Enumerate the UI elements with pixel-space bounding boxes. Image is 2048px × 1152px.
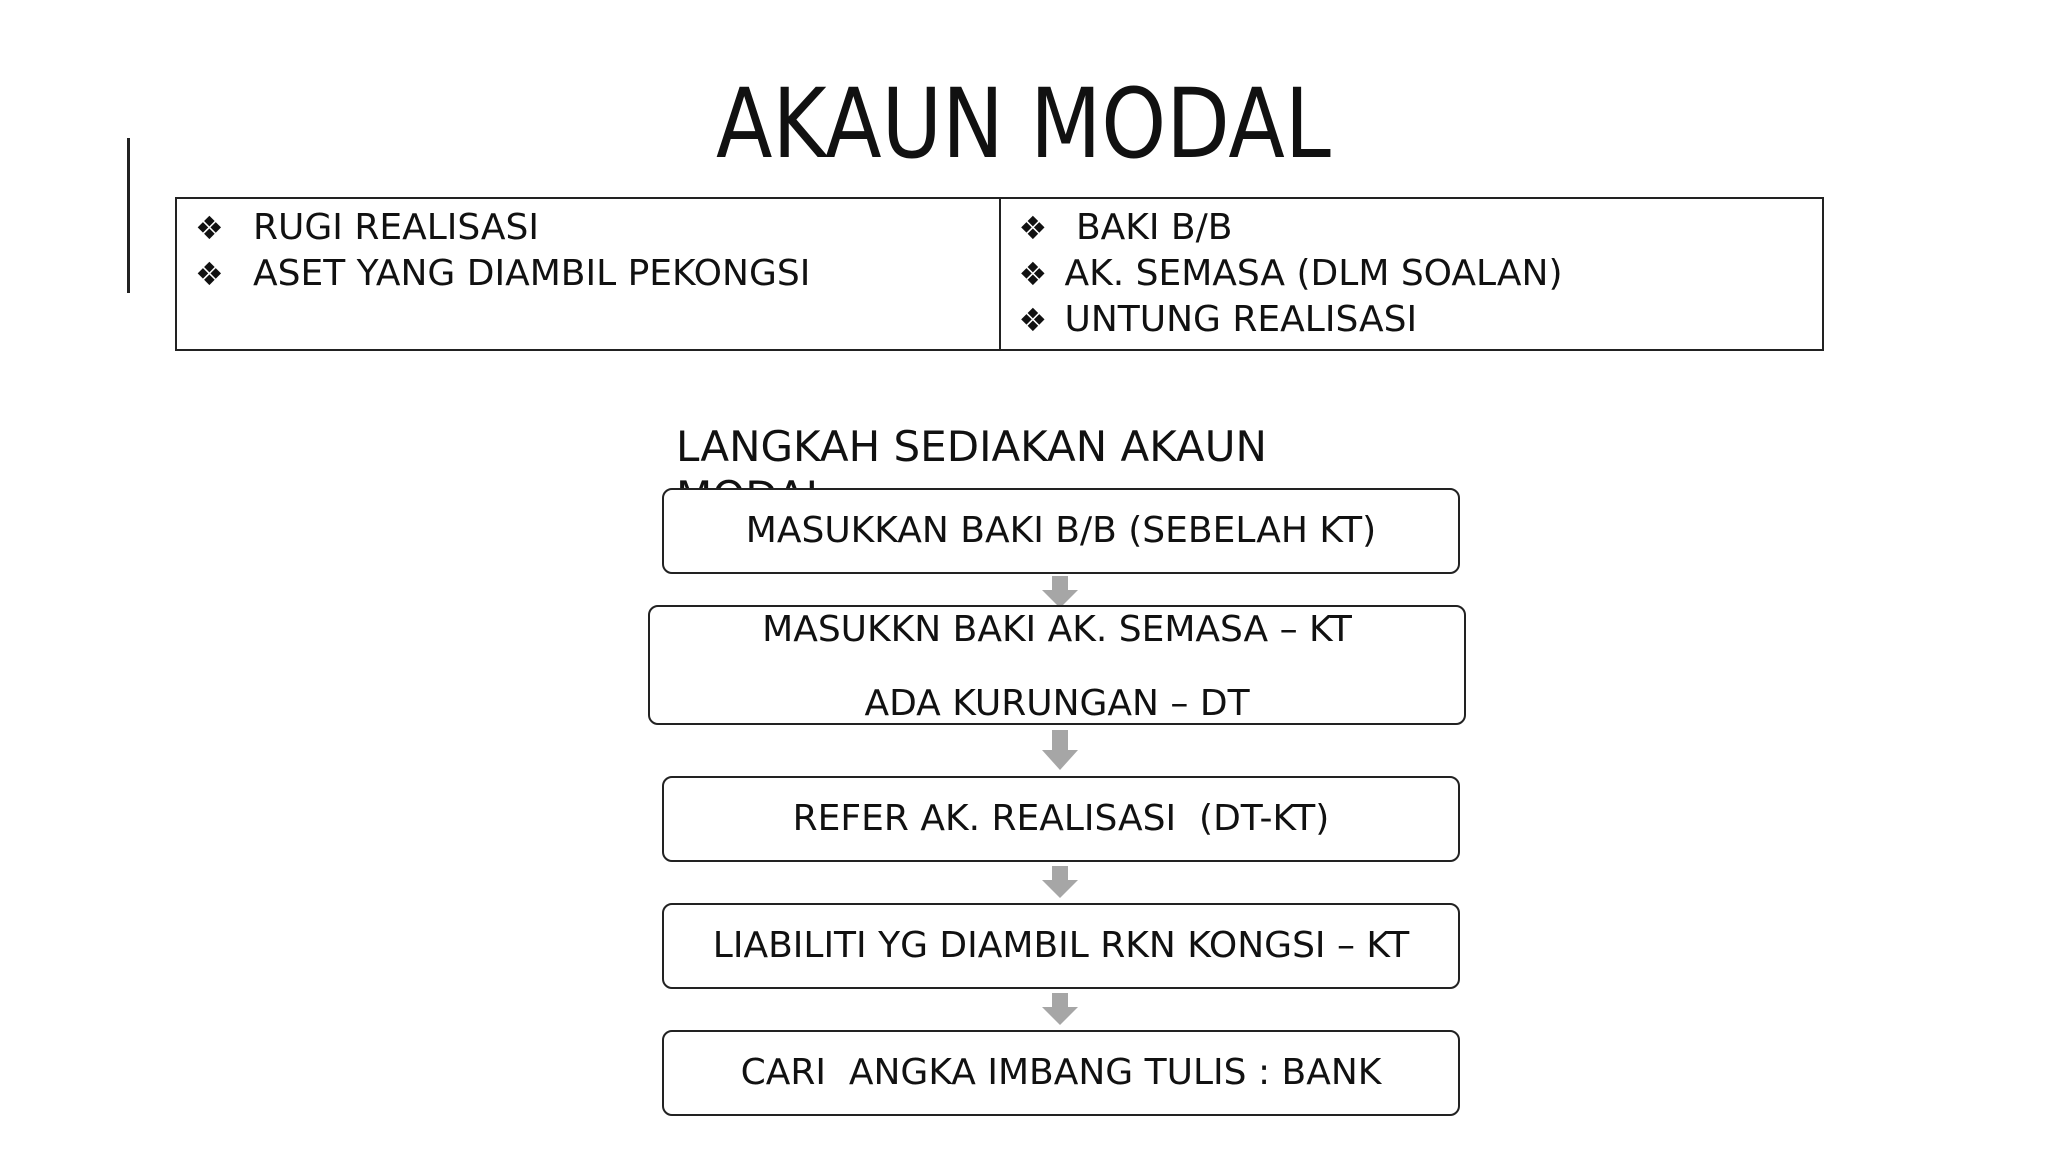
diamond-bullet-icon: ❖ — [1018, 209, 1048, 247]
step-text: MASUKKN BAKI AK. SEMASA – KT — [762, 609, 1352, 650]
table-item — [195, 205, 999, 251]
step-text: LIABILITI YG DIAMBIL RKN KONGSI – KT — [712, 925, 1410, 966]
step-box — [662, 903, 1460, 989]
step-text: CARI ANGKA IMBANG TULIS : BANK — [740, 1052, 1382, 1093]
table-column-right — [999, 199, 1823, 349]
slide-title: AKAUN MODAL — [715, 68, 1331, 180]
table-item-label: BAKI B/B — [1064, 207, 1233, 248]
step-box — [662, 1030, 1460, 1116]
table-item-label: RUGI REALISASI — [253, 207, 539, 248]
diamond-bullet-icon: ❖ — [1018, 255, 1048, 293]
step-text: ADA KURUNGAN – DT — [864, 683, 1250, 724]
diamond-bullet-icon: ❖ — [195, 209, 224, 247]
down-arrow-icon — [1042, 730, 1078, 770]
table-column-left — [177, 199, 999, 349]
down-arrow-icon — [1042, 993, 1078, 1025]
table-item-label: ASET YANG DIAMBIL PEKONGSI — [253, 253, 811, 294]
table-item — [1019, 297, 1823, 343]
steps-heading: LANGKAH SEDIAKAN AKAUN — [676, 422, 1267, 471]
table-item-label: AK. SEMASA (DLM SOALAN) — [1064, 253, 1563, 294]
step-box — [648, 605, 1466, 725]
table-item — [195, 251, 999, 297]
step-text: MASUKKAN BAKI B/B (SEBELAH KT) — [745, 510, 1377, 551]
step-box — [662, 488, 1460, 574]
table-item-label: UNTUNG REALISASI — [1064, 299, 1418, 340]
down-arrow-icon — [1042, 866, 1078, 898]
accent-bar — [127, 138, 130, 293]
diamond-bullet-icon: ❖ — [1018, 301, 1048, 339]
step-box — [662, 776, 1460, 862]
summary-table — [175, 197, 1824, 351]
diamond-bullet-icon: ❖ — [195, 255, 224, 293]
step-text: REFER AK. REALISASI (DT-KT) — [792, 798, 1330, 839]
table-item — [1019, 251, 1823, 297]
down-arrow-icon — [1042, 576, 1078, 608]
table-item — [1019, 205, 1823, 251]
